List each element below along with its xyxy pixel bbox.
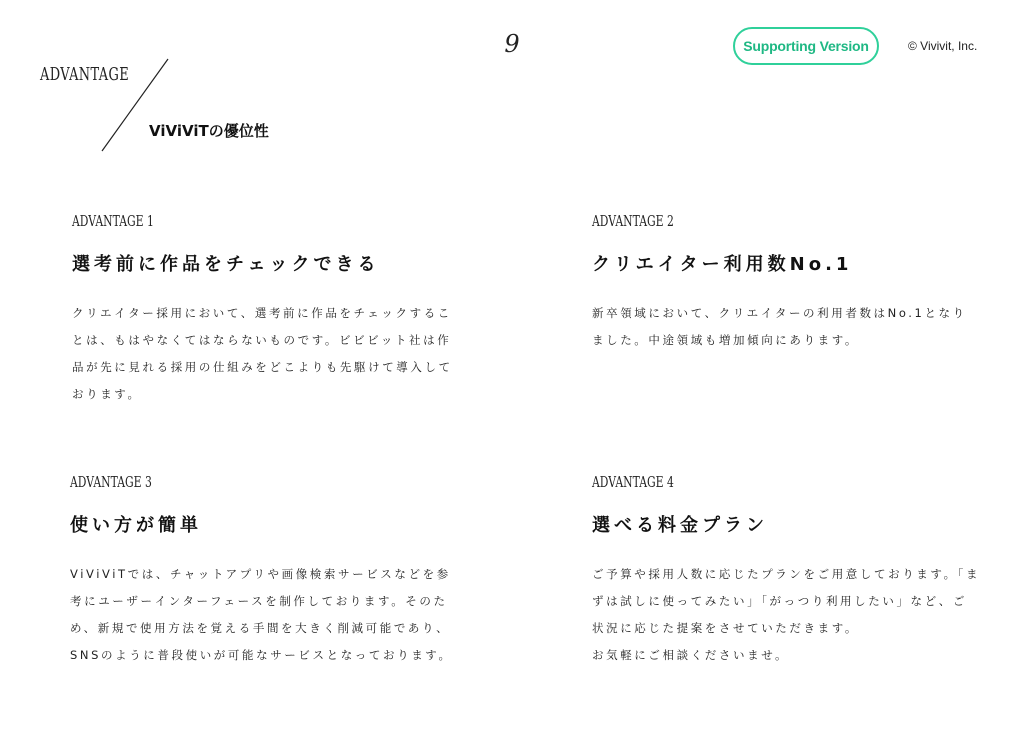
advantage-label: ADVANTAGE 4 [592,473,674,491]
page-subtitle: ViViViTの優位性 [149,122,269,140]
advantage-label: ADVANTAGE 2 [592,212,674,230]
page-number: 9 [504,30,520,58]
advantage-label: ADVANTAGE 1 [72,212,154,230]
body-line: め、新規で使用方法を覚える手間を大きく削減可能であり、 [70,621,451,635]
body-line: クリエイター採用において、選考前に作品をチェックするこ [72,306,452,320]
body-line: 品が先に見れる採用の仕組みをどこよりも先駆けて導入して [72,360,453,374]
supporting-version-badge: Supporting Version [733,27,879,65]
body-line: とは、もはやなくてはならないものです。ビビビット社は作 [72,333,452,347]
body-line: 新卒領域において、クリエイターの利用者数はNo.1となり [592,306,967,320]
advantage-label: ADVANTAGE 3 [70,473,152,491]
body-line: 考にユーザーインターフェースを制作しております。そのた [70,594,448,608]
advantage-heading: ADVANTAGE [40,64,130,85]
body-line: SNSのように普段使いが可能なサービスとなっております。 [70,648,453,662]
body-line: 状況に応じた提案をさせていただきます。 [592,621,859,635]
advantage-body [592,561,981,669]
body-line: ViViViTでは、チャットアプリや画像検索サービスなどを参 [70,567,451,581]
body-line: お気軽にご相談くださいませ。 [592,648,790,662]
advantage-title: クリエイター利用数No.1 [592,254,853,275]
advantage-card-3 [70,473,453,669]
advantage-title: 使い方が簡単 [70,515,202,536]
copyright-text: © Vivivit, Inc. [908,39,978,53]
advantage-body [72,300,452,408]
advantage-card-2 [592,212,972,354]
advantage-body [592,300,972,354]
body-line: ご予算や採用人数に応じたプランをご用意しております。「ま [592,567,981,581]
advantage-body [70,561,453,669]
body-line: ました。中途領域も増加傾向にあります。 [592,333,859,347]
body-line: おります。 [72,387,142,401]
advantage-title: 選べる料金プラン [592,515,768,536]
advantage-card-4 [592,473,981,669]
advantage-title: 選考前に作品をチェックできる [72,254,380,275]
advantage-card-1 [72,212,452,408]
body-line: ずは試しに使ってみたい」「がっつり利用したい」など、ご [592,594,967,608]
